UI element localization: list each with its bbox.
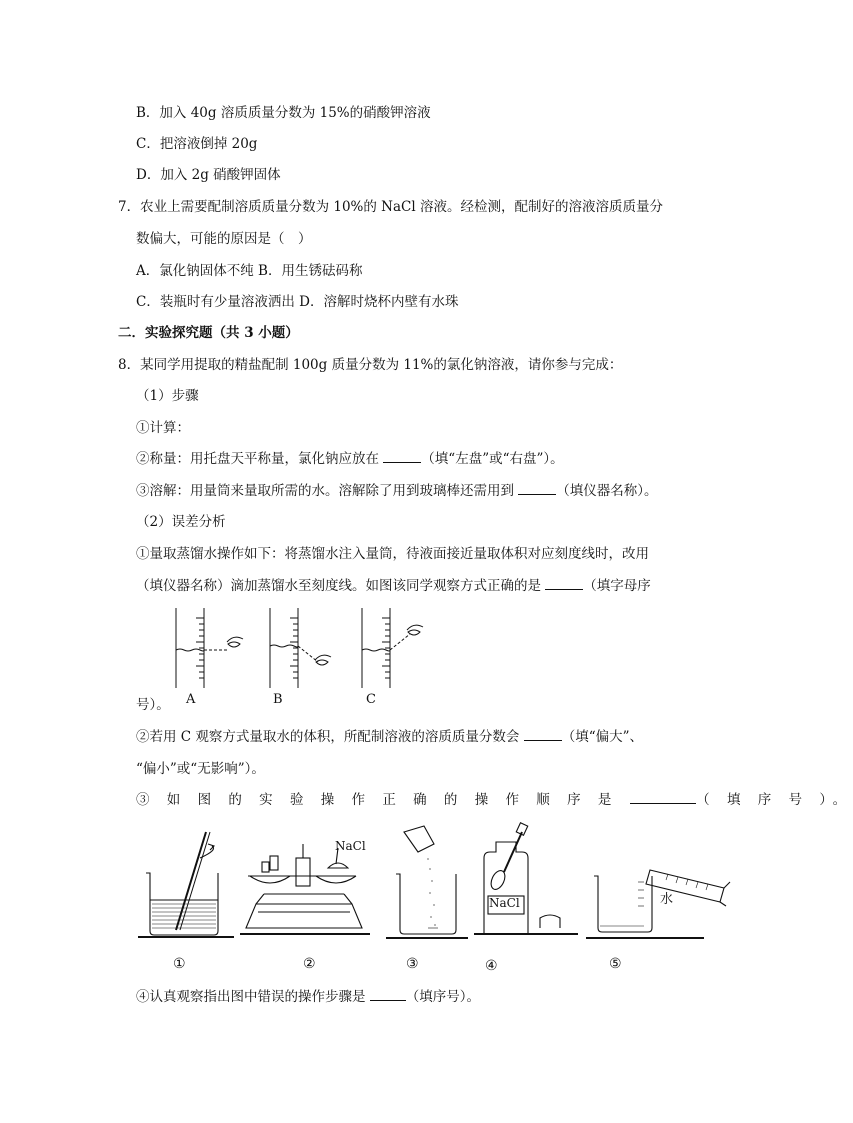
cylinder-label-b: B [273, 692, 283, 707]
q8-err3 [136, 791, 853, 809]
q8-step3-text: ③溶解：用量筒来量取所需的水。溶解除了用到玻璃棒还需用到 [136, 483, 514, 499]
q8-err4 [136, 988, 480, 1006]
q8-err2-blank[interactable] [524, 728, 562, 741]
water-label: 水 [660, 892, 674, 907]
q8-step2-text: ②称量：用托盘天平称量，氯化钠应放在 [136, 451, 379, 467]
q8-part2-title: （2）误差分析 [136, 514, 226, 530]
beaker-pouring [386, 826, 468, 938]
cylinder-figure [170, 606, 450, 702]
cylinder-label-c: C [366, 692, 376, 707]
q8-err2-line2: “偏小”或“无影响”）。 [136, 761, 265, 777]
bottle-nacl-label: NaCl [489, 896, 520, 910]
q8-step2-hint: （填“左盘”或“右盘”）。 [421, 451, 564, 467]
cylinder-label-a: A [186, 692, 196, 707]
q8-step3-hint: （填仪器名称）。 [556, 483, 658, 499]
q7-stem-line2: 数偏大，可能的原因是（ ） [136, 231, 312, 247]
apparatus-label-2: ② [303, 956, 316, 972]
q8-step3-blank[interactable] [518, 482, 556, 495]
q8-err2-text: ②若用 C 观察方式量取水的体积，所配制溶液的溶质质量分数会 [136, 729, 520, 745]
balance-nacl-label: NaCl [335, 839, 366, 853]
q8-err4-hint: （填序号）。 [405, 989, 481, 1005]
q8-step3 [136, 482, 658, 500]
q8-step2-blank[interactable] [383, 450, 421, 463]
q8-err2-line1 [136, 728, 643, 746]
q6-option-d: D．加入 2g 硝酸钾固体 [136, 167, 281, 183]
q8-err1-line3: 号）。 [136, 697, 170, 713]
q7-options-line1: A．氯化钠固体不纯 B．用生锈砝码称 [136, 263, 363, 279]
q8-err1-line2 [136, 577, 651, 595]
q8-err3-hint: （ 填 序 号 ）。 [696, 792, 853, 808]
q8-err2-hint: （填“偏大”、 [561, 729, 644, 745]
q8-part1-title: （1）步骤 [136, 388, 199, 404]
q8-err4-text: ④认真观察指出图中错误的操作步骤是 [136, 989, 366, 1005]
q8-err1-hint: （填字母序 [583, 578, 651, 594]
q8-err1-text: （填仪器名称）滴加蒸馏水至刻度线。如图该同学观察方式正确的是 [136, 578, 541, 594]
q8-err4-blank[interactable] [370, 988, 406, 1001]
q8-stem: 8．某同学用提取的精盐配制 100g 质量分数为 11%的氯化钠溶液，请你参与完成： [118, 357, 623, 373]
beaker-stirring [138, 832, 234, 937]
q7-stem-line1: 7．农业上需要配制溶质质量分数为 10%的 NaCl 溶液。经检测，配制好的溶液溶质质量分 [118, 199, 663, 215]
section-heading: 二．实验探究题（共 3 小题） [118, 325, 299, 341]
q6-option-b: B．加入 40g 溶质质量分数为 15%的硝酸钾溶液 [136, 105, 431, 121]
apparatus-figure [138, 818, 738, 943]
q8-err3-blank[interactable] [630, 791, 696, 804]
apparatus-label-5: ⑤ [609, 956, 622, 972]
q8-err1-blank[interactable] [545, 577, 583, 590]
q6-option-c: C．把溶液倒掉 20g [136, 136, 258, 152]
apparatus-label-4: ④ [485, 958, 498, 974]
balance [240, 844, 370, 934]
apparatus-label-1: ① [173, 956, 186, 972]
q8-err3-text: ③ 如 图 的 实 验 操 作 正 确 的 操 作 顺 序 是 [136, 792, 618, 808]
reagent-bottle [474, 823, 578, 934]
q8-step2 [136, 450, 564, 468]
q8-err1-line1: ①量取蒸馏水操作如下：将蒸馏水注入量筒，待液面接近量取体积对应刻度线时，改用 [136, 546, 649, 562]
q8-step1: ①计算： [136, 420, 190, 436]
beaker-cylinder [586, 870, 730, 938]
q7-options-line2: C．装瓶时有少量溶液洒出 D．溶解时烧杯内壁有水珠 [136, 294, 459, 310]
apparatus-label-3: ③ [406, 956, 419, 972]
